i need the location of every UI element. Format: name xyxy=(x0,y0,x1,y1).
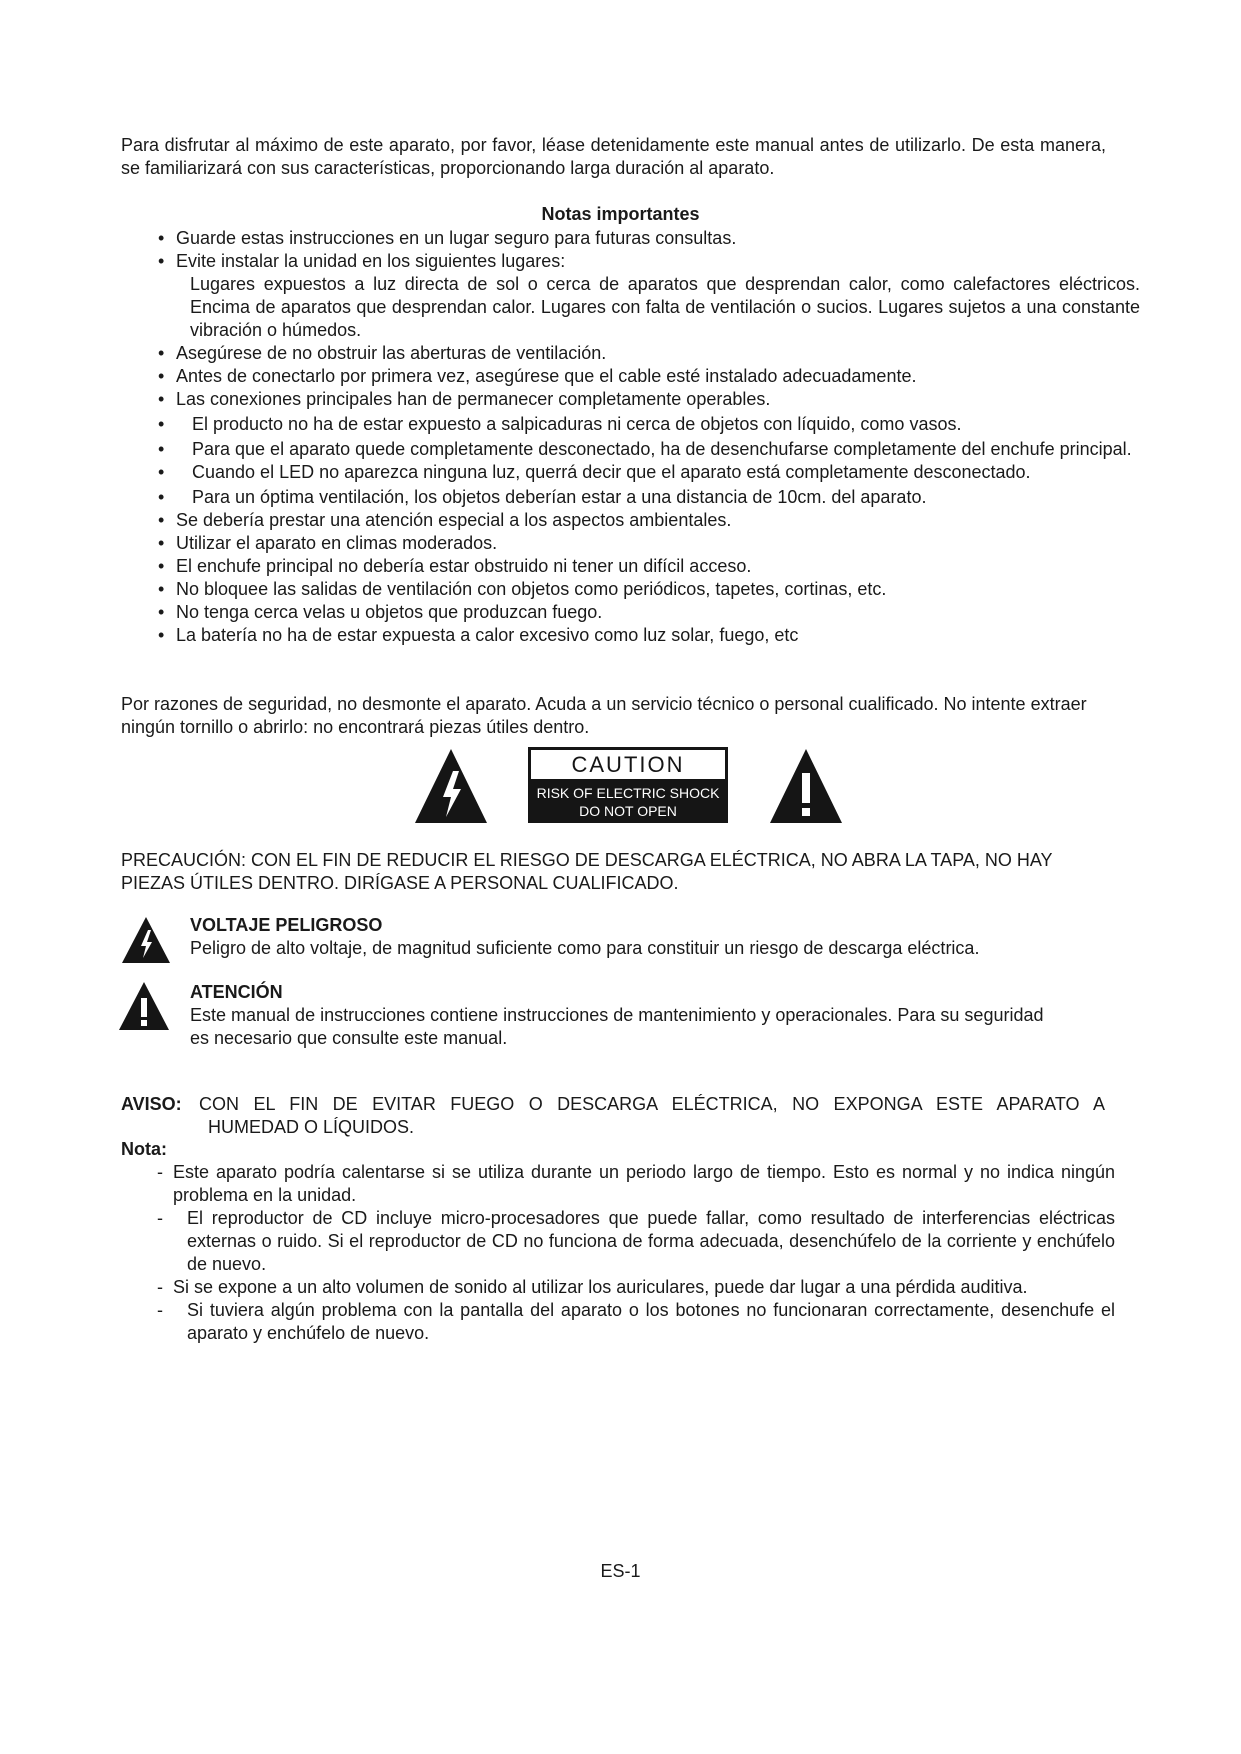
list-item: • Asegúrese de no obstruir las aberturas de ventilación. xyxy=(150,342,1140,365)
nota-list xyxy=(155,1161,1115,1345)
nota-label: Nota: xyxy=(121,1139,167,1159)
security-paragraph: Por razones de seguridad, no desmonte el aparato. Acuda a un servicio técnico o personal cualificado. No intente extraer ningún tornillo o abrirlo: no encontrará piezas útiles dentro. xyxy=(121,694,1087,737)
voltage-text: Peligro de alto voltaje, de magnitud suficiente como para constituir un riesgo de descarga eléctrica. xyxy=(190,938,980,958)
list-item: - El reproductor de CD incluye micro-procesadores que puede fallar, como resultado de interferencias eléctricas externas o ruido. Si el reproductor de CD no funciona de forma adecuada, desenchúfelo de la corriente y enchúfelo de nuevo. xyxy=(155,1207,1115,1276)
exclamation-warning-icon xyxy=(768,747,844,825)
lightning-warning-icon xyxy=(121,916,171,964)
intro-paragraph: Para disfrutar al máximo de este aparato, por favor, léase detenidamente este manual antes de utilizarlo. De esta manera, se familiarizará con sus características, proporcionando larga duración al aparato. xyxy=(121,135,1106,178)
warning-symbols xyxy=(0,747,1241,827)
attention-text-continued: es necesario que consulte este manual. xyxy=(190,1028,508,1048)
list-item: • El enchufe principal no debería estar obstruido ni tener un difícil acceso. xyxy=(150,555,1140,578)
aviso-line-2: HUMEDAD O LÍQUIDOS. xyxy=(208,1117,415,1137)
attention-text: Este manual de instrucciones contiene instrucciones de mantenimiento y operacionales. Para su seguridad xyxy=(190,1005,1044,1025)
list-item-subtext: Lugares expuestos a luz directa de sol o cerca de aparatos que desprendan calor, como calefactores eléctricos. Encima de aparatos que desprendan calor. Lugares con falta de ventilación o sucios. Lugares sujetos a una constante vibración o húmedos. xyxy=(190,274,1140,340)
page-number: ES-1 xyxy=(600,1561,641,1581)
list-item: • Cuando el LED no aparezca ninguna luz, querrá decir que el aparato está completamente desconectado. xyxy=(150,461,1140,484)
list-item: • Se debería prestar una atención especial a los aspectos ambientales. xyxy=(150,509,1140,532)
list-item: • Evite instalar la unidad en los siguientes lugares: Lugares expuestos a luz directa de sol o cerca de aparatos que desprendan calor, como calefactores eléctricos. Encima de aparatos que desprendan calor. Lugares con falta de ventilación o sucios. Lugares sujetos a una constante vibración o húmedos. xyxy=(150,250,1140,342)
list-item: • Guarde estas instrucciones en un lugar seguro para futuras consultas. xyxy=(150,227,1140,250)
list-item: • Para que el aparato quede completamente desconectado, ha de desenchufarse completamente del enchufe principal. xyxy=(150,438,1140,461)
list-item: • No tenga cerca velas u objetos que produzcan fuego. xyxy=(150,601,1140,624)
caution-line-2: DO NOT OPEN xyxy=(579,803,677,819)
list-item: • Utilizar el aparato en climas moderados. xyxy=(150,532,1140,555)
voltage-title: VOLTAJE PELIGROSO xyxy=(190,915,383,935)
precaution-paragraph: PRECAUCIÓN: CON EL FIN DE REDUCIR EL RIESGO DE DESCARGA ELÉCTRICA, NO ABRA LA TAPA, NO HAY PIEZAS ÚTILES DENTRO. DIRÍGASE A PERSONAL CUALIFICADO. xyxy=(121,850,1053,893)
aviso-line-1: CON EL FIN DE EVITAR FUEGO O DESCARGA ELÉCTRICA, NO EXPONGA ESTE APARATO A xyxy=(199,1094,1105,1114)
aviso-label: AVISO: xyxy=(121,1094,182,1114)
lightning-warning-icon xyxy=(413,747,489,825)
voltage-warning xyxy=(121,914,1111,964)
notes-title: Notas importantes xyxy=(541,204,700,224)
list-item: • Las conexiones principales han de permanecer completamente operables. xyxy=(150,388,1140,411)
attention-title: ATENCIÓN xyxy=(190,982,283,1002)
list-item: - Si tuviera algún problema con la pantalla del aparato o los botones no funcionaran correctamente, desenchufe el aparato y enchúfelo de nuevo. xyxy=(155,1299,1115,1345)
caution-title: CAUTION xyxy=(531,750,725,779)
list-item: • No bloquee las salidas de ventilación con objetos como periódicos, tapetes, cortinas, etc. xyxy=(150,578,1140,601)
list-item: • Para un óptima ventilación, los objetos deberían estar a una distancia de 10cm. del aparato. xyxy=(150,486,1140,509)
exclamation-warning-icon xyxy=(118,981,170,1031)
important-notes-list xyxy=(150,227,1140,647)
list-item: • El producto no ha de estar expuesto a salpicaduras ni cerca de objetos con líquido, como vasos. xyxy=(150,413,1140,436)
caution-label xyxy=(528,747,728,823)
list-item: - Si se expone a un alto volumen de sonido al utilizar los auriculares, puede dar lugar a una pérdida auditiva. xyxy=(155,1276,1115,1299)
list-item: - Este aparato podría calentarse si se utiliza durante un periodo largo de tiempo. Esto es normal y no indica ningún problema en la unidad. xyxy=(155,1161,1115,1207)
attention-warning xyxy=(121,981,1111,1071)
list-item: • La batería no ha de estar expuesta a calor excesivo como luz solar, fuego, etc xyxy=(150,624,1140,647)
caution-line-1: RISK OF ELECTRIC SHOCK xyxy=(536,785,720,801)
list-item: • Antes de conectarlo por primera vez, asegúrese que el cable esté instalado adecuadamente. xyxy=(150,365,1140,388)
